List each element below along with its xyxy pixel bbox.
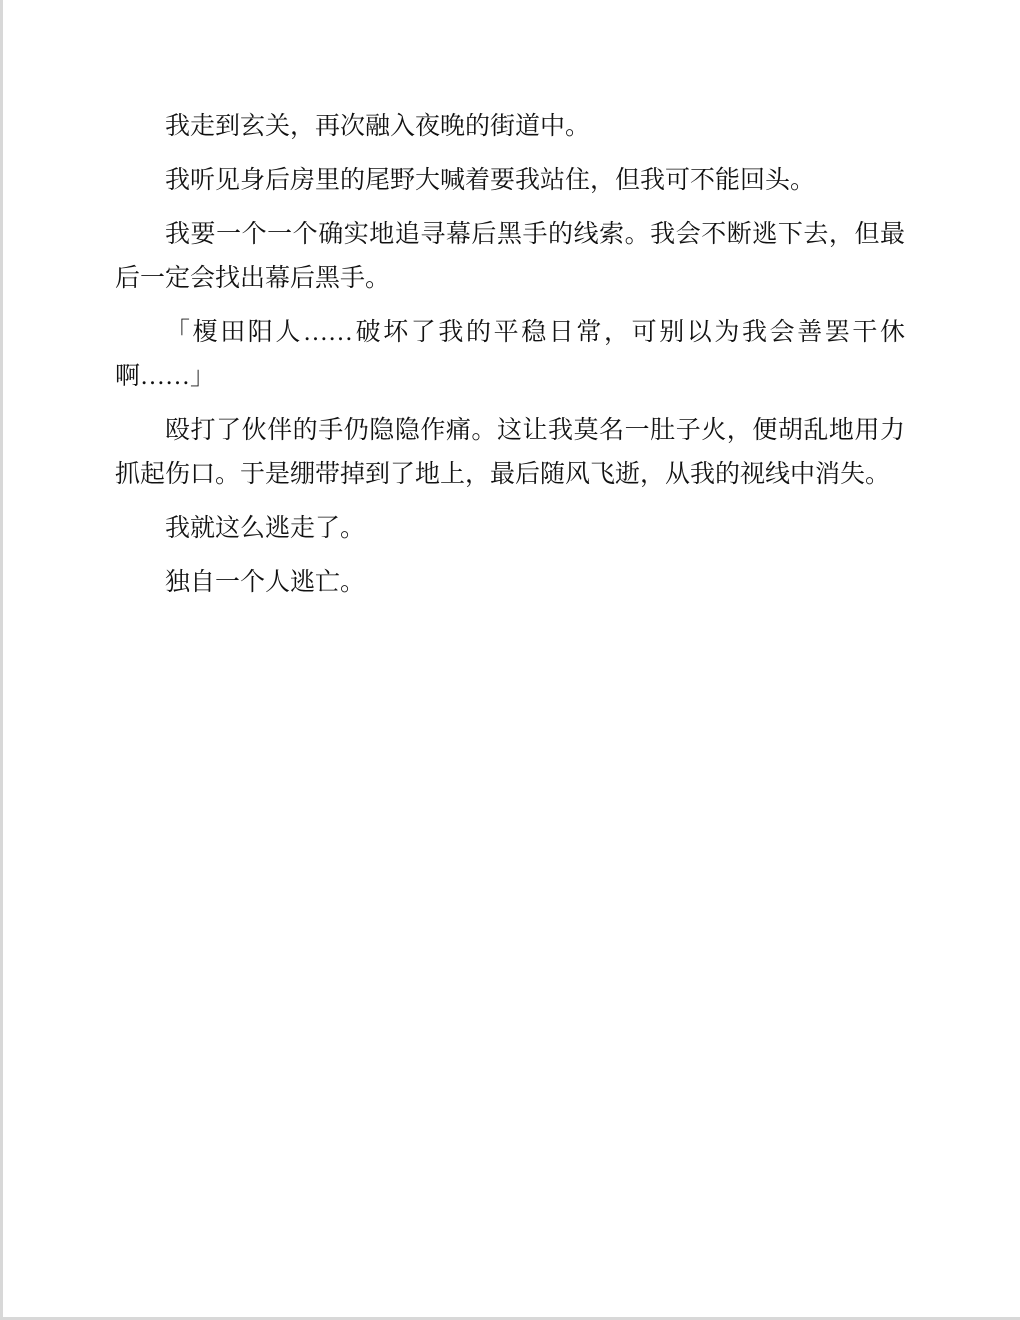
page-edge-left [0,0,3,1320]
paragraph: 我就这么逃走了。 [165,515,366,542]
paragraph: 独自一个人逃亡。 [165,569,366,596]
paragraph: 我走到玄关，再次融入夜晚的街道中。 [165,113,591,140]
paragraph: 「榎田阳人……破坏了我的平稳日常，可别以为我会善罢干休啊……」 [115,319,905,390]
paragraph: 我听见身后房里的尾野大喊着要我站住，但我可不能回头。 [165,167,816,194]
paragraph: 殴打了伙伴的手仍隐隐作痛。这让我莫名一肚子火，便胡乱地用力抓起伤口。于是绷带掉到了地上，最后随风飞逝，从我的视线中消失。 [115,417,905,488]
paragraph: 我要一个一个确实地追寻幕后黑手的线索。我会不断逃下去，但最后一定会找出幕后黑手。 [115,221,905,292]
document-body [115,105,905,615]
